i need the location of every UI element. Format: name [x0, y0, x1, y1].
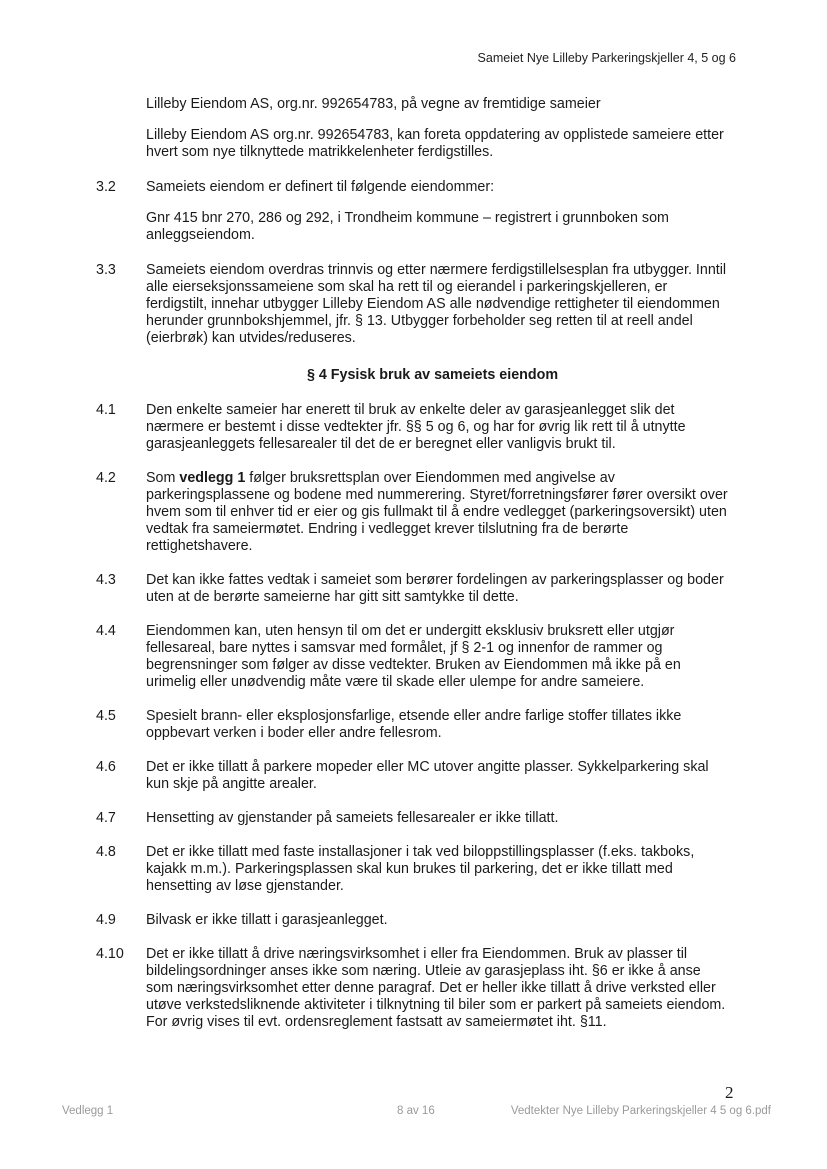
clause-4-10: [0, 946, 827, 1031]
clause-number: 4.4: [96, 623, 116, 639]
clause-number: 4.5: [96, 708, 116, 724]
clause-text-post: følger bruksrettsplan over Eiendommen med angivelse av parkeringsplassene og bodene med nummerering. Styret/forretningsfører fører oversikt over hvem som til enhver tid er eier og gis fullmakt til å endre vedlegget (parkeringsoversikt) uten vedtak fra sameiermøtet. Endring i vedlegget krever tilslutning fra de berørte rettighetshavere.: [146, 470, 728, 554]
clause-4-8: [0, 844, 827, 895]
clause-4-9: [0, 912, 827, 929]
clause-text: Det er ikke tillatt å drive næringsvirksomhet i eller fra Eiendommen. Bruk av plasser til bildelingsordninger anses ikke som næring. Utleie av garasjeplass iht. §6 er ikke å anse som næringsvirksomhet etter denne paragraf. Det er heller ikke tillatt å drive verksted eller utøve verkstedsliknende aktiviteter i tilknytning til biler som er parkert på sameiets eiendom. For øvrig vises til evt. ordensreglement fastsatt av sameiermøtet iht. §11.: [146, 946, 726, 1030]
clause-4-6: [0, 759, 827, 793]
clause-text: Sameiets eiendom er definert til følgende eiendommer:: [146, 179, 495, 195]
footer-page-count: 8 av 16: [397, 1105, 435, 1117]
clause-4-1: [0, 402, 827, 453]
intro-line-2: Lilleby Eiendom AS org.nr. 992654783, kan foreta oppdatering av opplistede sameiere etter hvert som nye tilknyttede matrikkelenheter ferdigstilles.: [146, 127, 724, 160]
clause-number: 4.3: [96, 572, 116, 588]
page-number: 2: [725, 1083, 734, 1102]
clause-number: 4.1: [96, 402, 116, 418]
clause-text: Hensetting av gjenstander på sameiets fellesarealer er ikke tillatt.: [146, 810, 559, 826]
clause-number: 4.8: [96, 844, 116, 860]
clause-number: 3.3: [96, 262, 116, 278]
clause-number: 4.2: [96, 470, 116, 486]
clause-text: Det er ikke tillatt å parkere mopeder eller MC utover angitte plasser. Sykkelparkering skal kun skje på angitte arealer.: [146, 759, 709, 792]
document-body: [0, 96, 827, 1031]
clause-3-2-property: [0, 210, 827, 244]
running-header: Sameiet Nye Lilleby Parkeringskjeller 4, 5 og 6: [477, 51, 736, 65]
footer-attachment-label: Vedlegg 1: [62, 1105, 114, 1117]
clause-text: Sameiets eiendom overdras trinnvis og etter nærmere ferdigstillelsesplan fra utbygger. Inntil alle eierseksjonssameiene som skal ha rett til og eierandel i parkeringskjelleren, er ferdigstilt, innehar utbygger Lilleby Eiendom AS alle nødvendige rettigheter til eiendommen herunder grunnbokshjemmel, jfr. § 13. Utbygger forbeholder seg retten til at reell andel (eierbrøk) kan utvides/reduseres.: [146, 262, 727, 346]
clause-number: 4.7: [96, 810, 116, 826]
clause-text: Spesielt brann- eller eksplosjonsfarlige, etsende eller andre farlige stoffer tillates ikke oppbevart verken i boder eller andre fellesrom.: [146, 708, 682, 741]
clause-text: Den enkelte sameier har enerett til bruk av enkelte deler av garasjeanlegget slik det nærmere er bestemt i disse vedtekter jfr. §§ 5 og 6, og har for øvrig lik rett til å utnytte garasjeanleggets fellesarealer til det de er beregnet eller vanligvis brukt til.: [146, 402, 686, 452]
clause-4-2: [0, 470, 827, 555]
section-heading: § 4 Fysisk bruk av sameiets eiendom: [306, 367, 559, 383]
clause-text: Bilvask er ikke tillatt i garasjeanlegget.: [146, 912, 388, 928]
intro-line-1: Lilleby Eiendom AS, org.nr. 992654783, på vegne av fremtidige sameier: [146, 96, 601, 112]
clause-number: 3.2: [96, 179, 116, 195]
clause-3-3: [0, 262, 827, 347]
clause-text: [146, 470, 731, 555]
clause-number: 4.10: [96, 946, 124, 962]
clause-text-pre: Som: [146, 470, 180, 486]
clause-3-2: [0, 179, 827, 196]
clause-text: Det er ikke tillatt med faste installasjoner i tak ved biloppstillingsplasser (f.eks. takboks, kajakk m.m.). Parkeringsplassen skal kun brukes til parkering, det er ikke tillatt med hensetting av løse gjenstander.: [146, 844, 695, 894]
clause-4-7: [0, 810, 827, 827]
clause-text: Det kan ikke fattes vedtak i sameiet som berører fordelingen av parkeringsplasser og boder uten at de berørte sameierne har gitt sitt samtykke til dette.: [146, 572, 724, 605]
clause-text: Gnr 415 bnr 270, 286 og 292, i Trondheim kommune – registrert i grunnboken som anleggseiendom.: [146, 210, 669, 243]
attachment-reference: vedlegg 1: [179, 470, 246, 486]
clause-number: 4.9: [96, 912, 116, 928]
clause-4-3: [0, 572, 827, 606]
clause-text: Eiendommen kan, uten hensyn til om det er undergitt eksklusiv bruksrett eller utgjør fellesareal, bare nyttes i samsvar med formålet, jf § 2-1 og innenfor de rammer og begrensninger som følger av disse vedtekter. Bruken av Eiendommen må ikke på en urimelig eller unødvendig måte være til skade eller ulempe for andre sameiere.: [146, 623, 681, 690]
clause-number: 4.6: [96, 759, 116, 775]
clause-4-4: [0, 623, 827, 691]
footer-filename: Vedtekter Nye Lilleby Parkeringskjeller 4 5 og 6.pdf: [510, 1105, 771, 1117]
clause-4-5: [0, 708, 827, 742]
